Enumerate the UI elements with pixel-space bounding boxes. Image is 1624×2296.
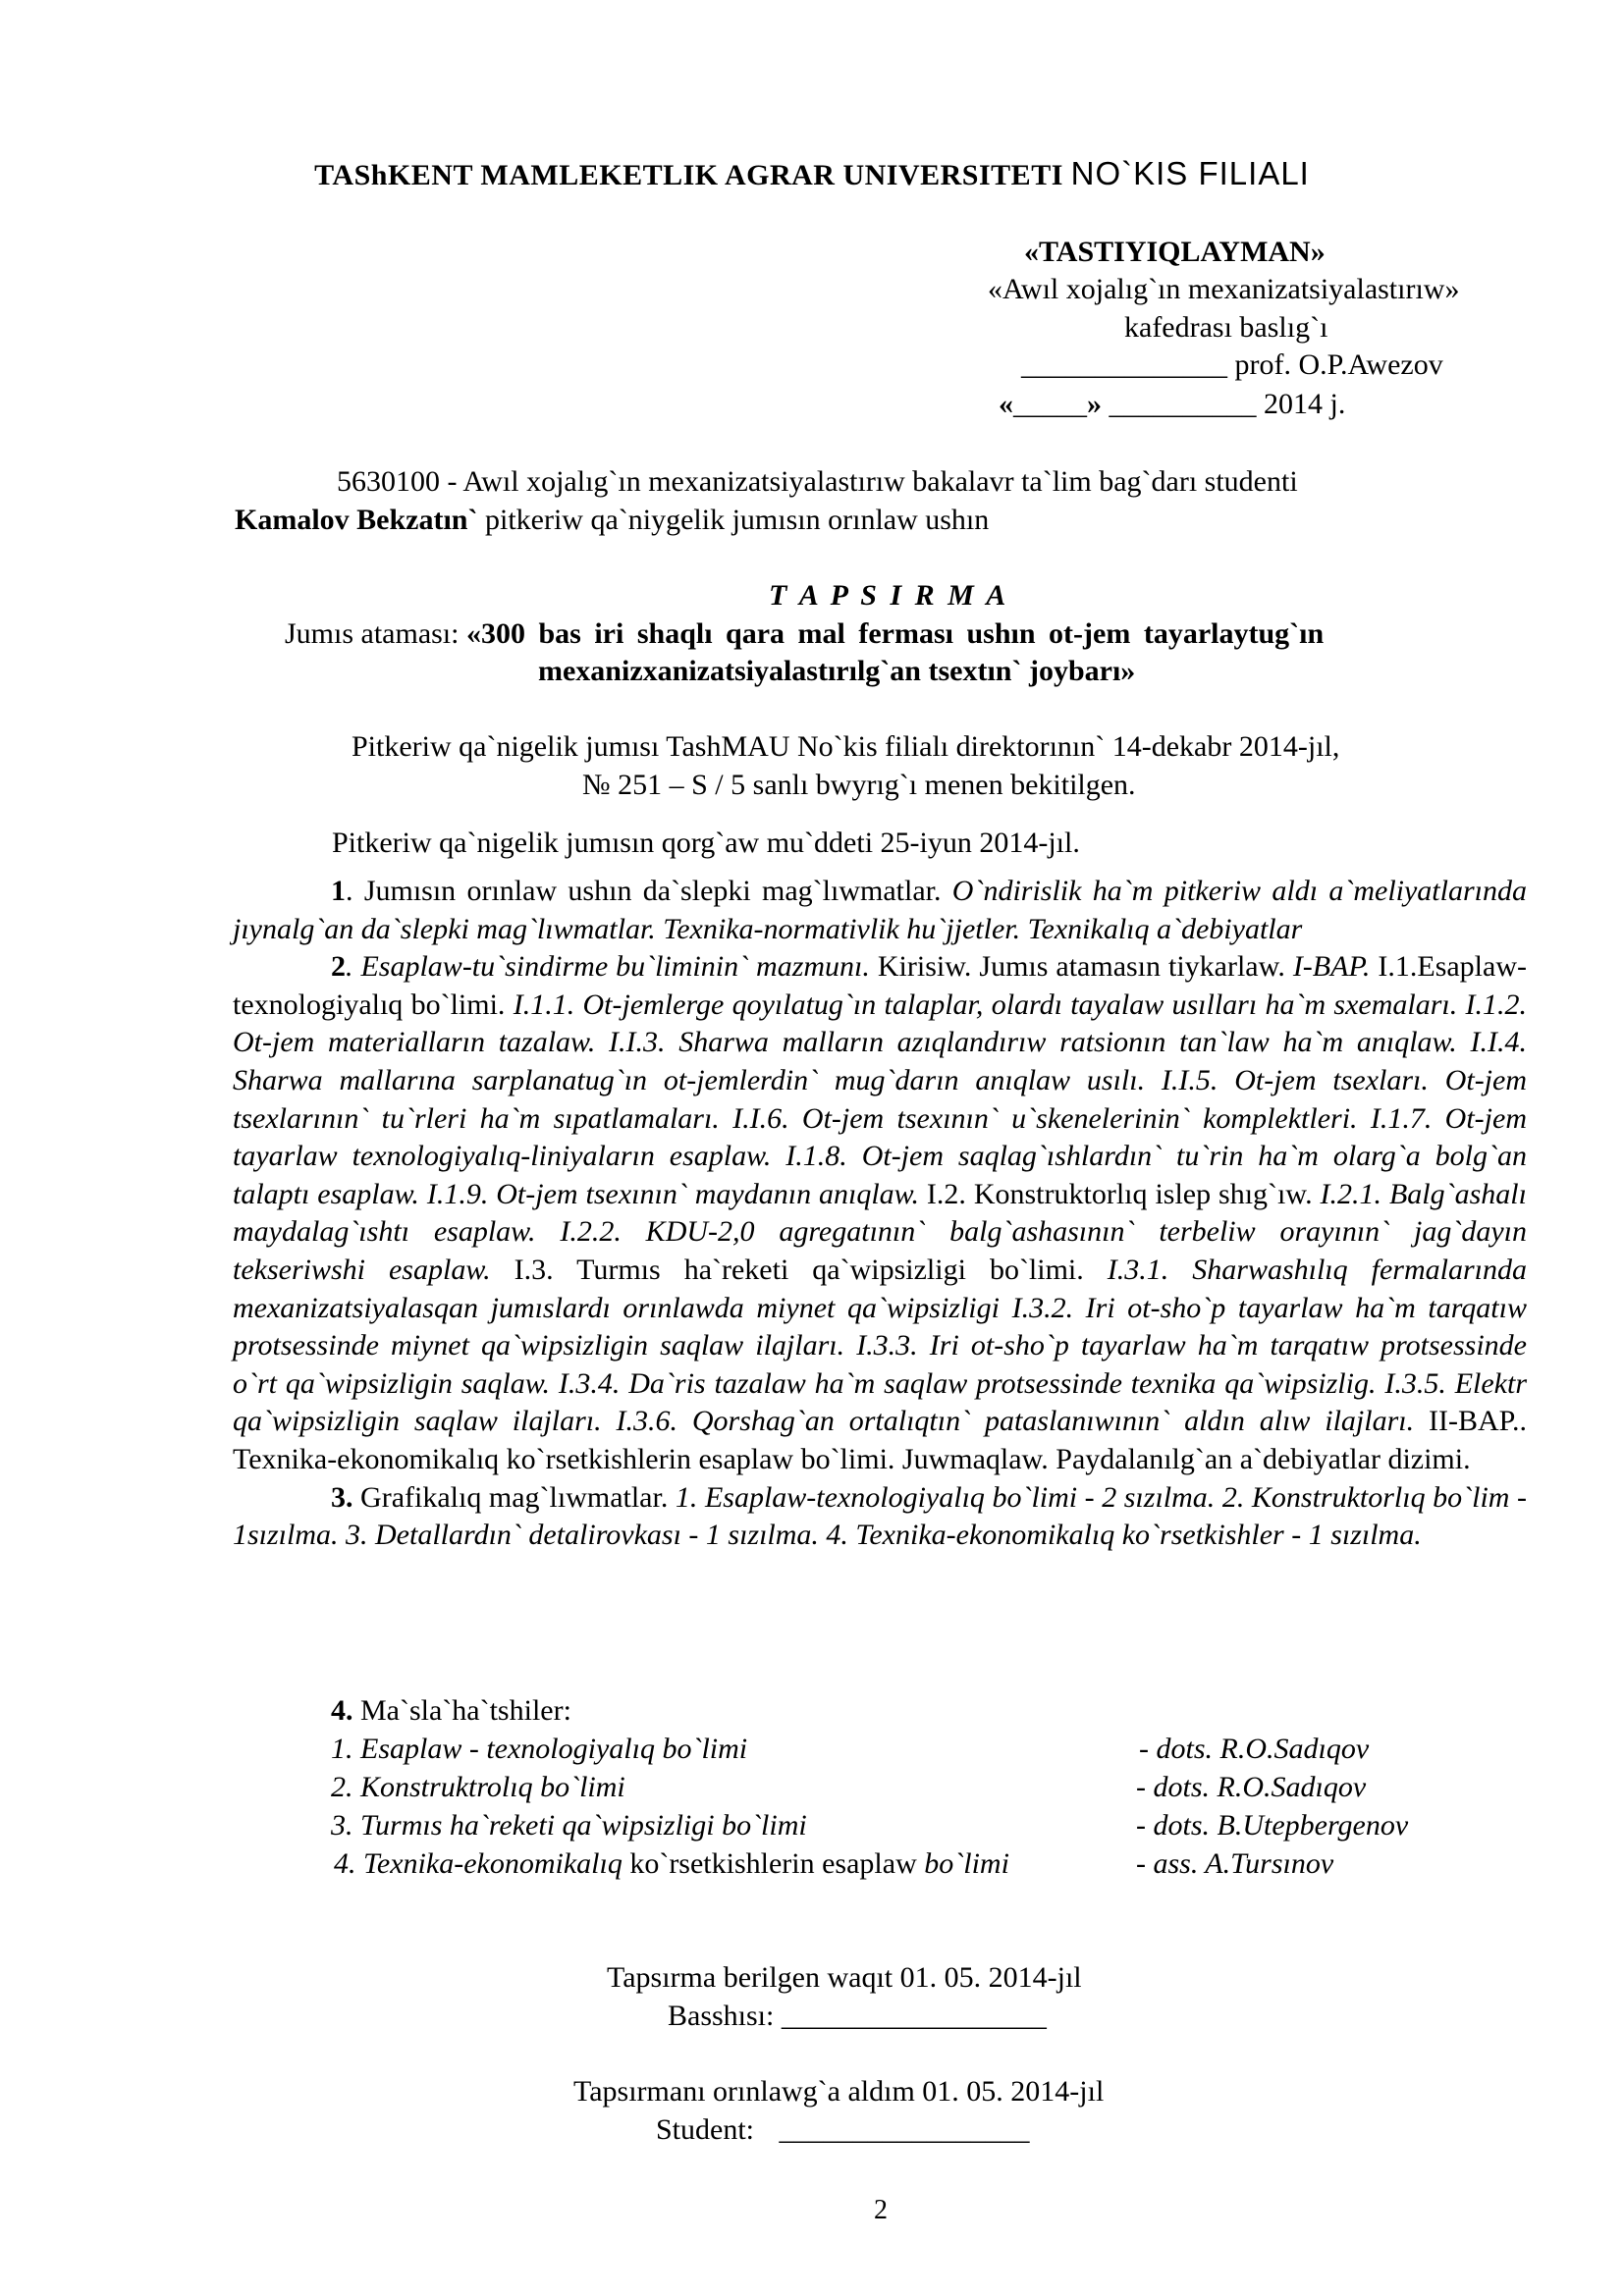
approval-signer: prof. O.P.Awezov	[1234, 348, 1443, 381]
approval-title: «TASTIYIQLAYMAN»	[1024, 236, 1326, 268]
order-line-1: Pitkeriw qa`nigelik jumısı TashMAU No`kis filialı direktorının` 14-dekabr 2014-jıl,	[352, 730, 1340, 763]
consultants-number: 4.	[331, 1694, 353, 1727]
approval-line-1: «Awıl xojalıg`ın mexanizatsiyalastırıw»	[988, 273, 1460, 305]
consultant-part-1: 1. Esaplaw - texnologiyalıq bo`limi	[331, 1733, 748, 1765]
defense-deadline: Pitkeriw qa`nigelik jumısın qorg`aw mu`ddeti 25-iyun 2014-jıl.	[332, 827, 1080, 859]
student-signature-blank: _________________	[779, 2113, 1030, 2146]
consultant-part-4-a: 4. Texnika-ekonomikalıq	[334, 1847, 623, 1880]
section-2-intro: Kirisiw. Jumıs atamasın tiykarlaw.	[869, 950, 1293, 984]
topic-line-1	[285, 617, 1324, 651]
date-month-blank: __________	[1109, 388, 1257, 420]
intro-line-2	[235, 504, 989, 537]
section-2-chapter-1: I-BAP.	[1292, 950, 1371, 984]
section-1-heading: . Jumısın orınlaw ushın da`slepki mag`lıwmatlar.	[346, 875, 952, 907]
section-2-part-1-items: I.1.1. Ot-jemlerge qoyılatug`ın talaplar, olardı tayalaw usılları ha`m sxemaları. I.1.2. Ot-jem materialların tazalaw. I.I.3. Sharwa malların azıqlandırıw ratsionın tan`law ha`m anıqlaw. I.I.4. Sharwa mallarına sarplanatug`ın ot-jemlerdin` mug`darın anıqlaw usılı. I.I.5. Ot-jem tsexları. Ot-jem tsexlarının` tu`rleri ha`m sıpatlamaları. I.I.6. Ot-jem tsexının` u`skenelerinin` komplektleri. I.1.7. Ot-jem tayarlaw texnologiyalıq-liniyaların esaplaw. I.1.8. Ot-jem saqlag`ıshlardın` tu`rin ha`m olarg`a bolg`an talaptı esaplaw. I.1.9. Ot-jem tsexının` maydanın anıqlaw.	[233, 988, 1528, 1210]
consultant-part-4	[334, 1847, 1009, 1881]
section-3-heading: Grafikalıq mag`lıwmatlar.	[352, 1480, 676, 1514]
date-quote-close: »	[1087, 388, 1102, 420]
signature-blank: ______________	[1021, 348, 1227, 381]
section-3-content: 1. Esaplaw-texnologiyalıq bo`limi - 2 sızılma. 2. Konstruktorlıq bo`lim - 1sızılma. 3. Detallardın` detalirovkası - 1 sızılma. 4. Texnika-ekonomikalıq ko`rsetkishler - 1 sızılma.	[233, 1480, 1527, 1552]
approval-line-2: kafedrası baslıg`ı	[1124, 311, 1328, 344]
approval-date-line	[999, 388, 1345, 421]
page-number: 2	[874, 2195, 888, 2225]
assignment-sections	[233, 873, 1527, 1555]
supervisor-line	[668, 2000, 1047, 2033]
date-year: 2014 j.	[1264, 388, 1346, 420]
section-1	[233, 873, 1527, 948]
topic-title-1: «300 bas iri shaqlı qara mal ferması ushın ot-jem tayarlaytug`ın	[465, 617, 1325, 650]
consultant-person-1: - dots. R.O.Sadıqov	[1139, 1733, 1370, 1765]
section-2	[233, 948, 1527, 1478]
assignment-title: T A P S I R M A	[769, 579, 1009, 612]
section-2-part-3: I.3. Turmıs ha`reketi qa`wipsizligi bo`limi.	[490, 1253, 1108, 1286]
date-quote-open: «	[999, 388, 1013, 420]
consultant-part-4-c: bo`limi	[924, 1847, 1009, 1880]
intro-line-2-rest: pitkeriw qa`niygelik jumısın orınlaw ushın	[477, 504, 990, 536]
section-3	[233, 1479, 1527, 1555]
assignment-received-date: Tapsırmanı orınlawg`a aldım 01. 05. 2014-jıl	[573, 2075, 1105, 2108]
section-2-part-3-items: I.3.1. Sharwashılıq fermalarında mexanizatsiyalasqan jumıslardı orınlawda miynet qa`wipsizligi I.3.2. Iri ot-sho`p tayarlaw ha`m tarqatıw protsessinde miynet qa`wipsizligin saqlaw ilajları. I.3.3. Iri ot-sho`p tayarlaw ha`m tarqatıw protsessinde o`rt qa`wipsizligin saqlaw. I.3.4. Da`ris tazalaw ha`m saqlaw protsessinde texnika qa`wipsizlig. I.3.5. Elektr qa`wipsizligin saqlaw ilajları. I.3.6. Qorshag`an ortalıqtın` pataslanıwının` aldın alıw ilajları.	[233, 1253, 1527, 1438]
supervisor-label: Basshısı:	[668, 2000, 775, 2032]
consultant-person-4: - ass. A.Tursınov	[1136, 1847, 1334, 1880]
consultants-heading	[331, 1694, 571, 1728]
university-name: TAShKENT MAMLEKETLIK AGRAR UNIVERSITETI	[314, 159, 1063, 191]
consultant-person-3: - dots. B.Utepbergenov	[1136, 1809, 1409, 1842]
section-2-heading: . Esaplaw-tu`sindirme bu`liminin` mazmunı.	[346, 950, 870, 984]
student-line	[656, 2113, 1030, 2147]
section-1-content: O`ndirislik ha`m pitkeriw aldı a`meliyatlarında jıynalg`an da`slepki mag`lıwmatlar. Texnika-normativlik hu`jjetler. Texnikalıq a`debiyatlar	[233, 875, 1527, 945]
section-2-chapter-2: II-BAP.. Texnika-ekonomikalıq ko`rsetkishlerin esaplaw bo`limi. Juwmaqlaw. Paydalanılg`an a`debiyatlar dizimi.	[233, 1405, 1528, 1475]
branch-name: NO`KIS FILIALI	[1070, 155, 1310, 191]
topic-line-2: mexanizxanizatsiyalastırılg`an tsextın` joybarı»	[538, 655, 1136, 687]
student-name: Kamalov Bekzatın`	[235, 504, 478, 536]
section-2-part-1: I.1.Esaplaw-texnologiyalıq bo`limi.	[233, 950, 1527, 1021]
approval-signature-line	[1021, 348, 1443, 382]
section-2-number: 2	[331, 950, 346, 984]
consultants-label: Ma`sla`ha`tshiler:	[352, 1694, 571, 1727]
consultant-part-3: 3. Turmıs ha`reketi qa`wipsizligi bo`limi	[331, 1809, 807, 1842]
section-1-number: 1	[331, 875, 346, 907]
date-day-blank: _____	[1013, 388, 1087, 420]
topic-label: Jumıs ataması:	[285, 617, 466, 650]
consultant-part-4-b: ko`rsetkishlerin esaplaw	[622, 1847, 925, 1880]
supervisor-signature-blank: __________________	[781, 2000, 1047, 2032]
assignment-given-date: Tapsırma berilgen waqıt 01. 05. 2014-jıl	[607, 1961, 1082, 1994]
consultant-person-2: - dots. R.O.Sadıqov	[1136, 1771, 1367, 1803]
section-2-part-2: I.2. Konstruktorlıq islep shıg`ıw.	[918, 1177, 1321, 1210]
document-header	[0, 155, 1624, 192]
order-line-2: № 251 – S / 5 sanlı bwyrıg`ı menen bekitilgen.	[582, 769, 1136, 801]
section-2-part-2-items: I.2.1. Balg`ashalı maydalag`ıshtı esaplaw. I.2.2. KDU-2,0 agregatının` balg`ashasının` terbeliw orayının` jag`dayın tekseriwshi esaplaw.	[233, 1177, 1527, 1286]
section-3-number: 3.	[331, 1480, 353, 1514]
intro-line-1: 5630100 - Awıl xojalıg`ın mexanizatsiyalastırıw bakalavr ta`lim bag`darı studenti	[337, 465, 1298, 498]
consultant-part-2: 2. Konstruktrolıq bo`limi	[331, 1771, 625, 1803]
student-label: Student:	[656, 2113, 755, 2146]
